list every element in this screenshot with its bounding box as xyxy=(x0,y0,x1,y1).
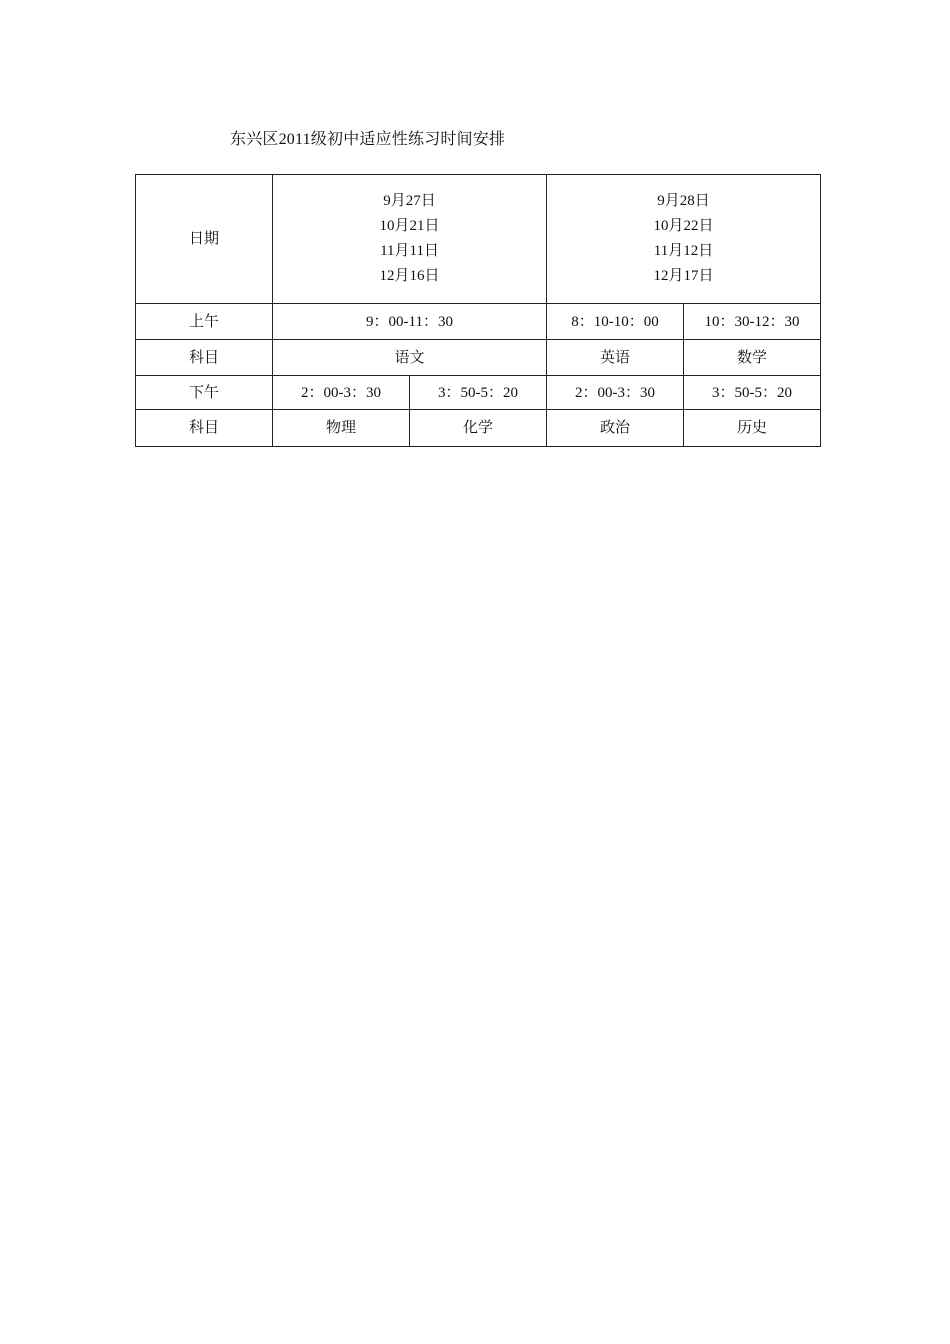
day2-afternoon-subject-1: 政治 xyxy=(547,410,684,447)
day1-dates-cell xyxy=(273,175,547,304)
day1-morning-subject: 语文 xyxy=(273,340,547,376)
day2-date-2: 10月22日 xyxy=(653,218,714,234)
day1-afternoon-time-2: 3：50-5：20 xyxy=(410,376,547,410)
document-title: 东兴区2011级初中适应性练习时间安排 xyxy=(230,131,506,148)
day2-afternoon-subject-2: 历史 xyxy=(684,410,821,447)
day1-afternoon-time-1: 2：00-3：30 xyxy=(273,376,410,410)
day2-morning-subject-2: 数学 xyxy=(684,340,821,376)
day2-morning-time-2: 10：30-12：30 xyxy=(684,304,821,340)
morning-label: 上午 xyxy=(136,304,273,340)
day1-date-2: 10月21日 xyxy=(379,218,440,234)
day1-date-1: 9月27日 xyxy=(383,193,436,209)
day1-afternoon-subject-2: 化学 xyxy=(410,410,547,447)
morning-subject-label: 科目 xyxy=(136,340,273,376)
day2-dates-cell xyxy=(547,175,821,304)
day2-date-1: 9月28日 xyxy=(657,193,710,209)
table-row-afternoon-subject xyxy=(136,410,821,447)
day1-date-4: 12月16日 xyxy=(379,268,440,284)
afternoon-label: 下午 xyxy=(136,376,273,410)
date-label: 日期 xyxy=(188,231,219,247)
day2-afternoon-time-2: 3：50-5：20 xyxy=(684,376,821,410)
afternoon-subject-label: 科目 xyxy=(136,410,273,447)
day2-afternoon-time-1: 2：00-3：30 xyxy=(547,376,684,410)
day1-afternoon-subject-1: 物理 xyxy=(273,410,410,447)
day2-date-3: 11月12日 xyxy=(653,243,714,259)
day2-morning-subject-1: 英语 xyxy=(547,340,684,376)
exam-schedule-table xyxy=(135,174,821,447)
day1-morning-time: 9：00-11：30 xyxy=(273,304,547,340)
day1-date-3: 11月11日 xyxy=(380,243,439,259)
table-row-morning xyxy=(136,304,821,340)
table-row-afternoon xyxy=(136,376,821,410)
table-row-date xyxy=(136,175,821,304)
date-label-cell xyxy=(136,175,273,304)
day2-morning-time-1: 8：10-10：00 xyxy=(547,304,684,340)
table-row-morning-subject xyxy=(136,340,821,376)
day2-date-4: 12月17日 xyxy=(653,268,714,284)
